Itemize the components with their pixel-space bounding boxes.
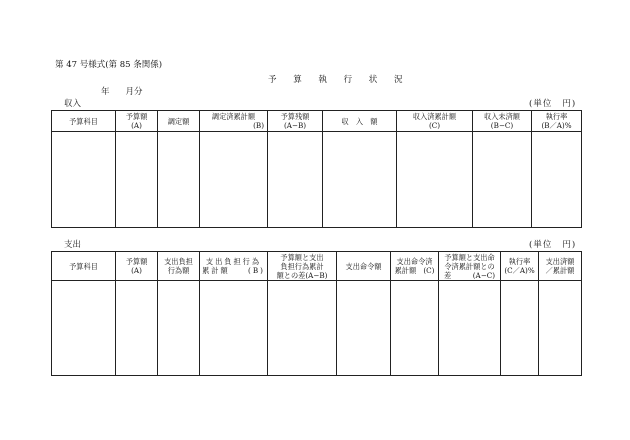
exp-header-budget-item: 予算科目	[52, 252, 116, 281]
revenue-unit-value: 円)	[562, 99, 577, 109]
revenue-unit-label: (単位	[529, 99, 553, 109]
rev-cell-budget-remaining[interactable]	[268, 132, 323, 228]
exp-header-execution-rate: 執行率 (C／A)%	[501, 252, 539, 281]
exp-cell-budget-amount[interactable]	[116, 281, 158, 376]
year-label: 年	[101, 87, 110, 97]
exp-cell-payment-order-cumulative[interactable]	[391, 281, 439, 376]
expenditure-unit	[529, 238, 576, 250]
exp-header-paid-cumulative: 支出済額 ／累計額	[539, 252, 582, 281]
expenditure-section-label: 支出	[64, 240, 82, 250]
rev-cell-budget-amount[interactable]	[116, 132, 158, 228]
rev-header-received-cumulative: 収入済累計額 (C)	[397, 111, 473, 132]
rev-header-assessed-cumulative: 調定済累計額 (B)	[200, 111, 268, 132]
exp-cell-paid-cumulative[interactable]	[539, 281, 582, 376]
rev-header-budget-remaining: 予算残額 (A−B)	[268, 111, 323, 132]
exp-cell-commitment[interactable]	[158, 281, 200, 376]
exp-header-budget-amount: 予算額 (A)	[116, 252, 158, 281]
rev-cell-execution-rate[interactable]	[532, 132, 582, 228]
rev-header-budget-item: 予算科目	[52, 111, 116, 132]
expenditure-header-row	[52, 252, 582, 281]
expenditure-unit-label: (単位	[529, 240, 553, 250]
rev-header-received: 収 入 額	[323, 111, 397, 132]
rev-cell-assessed[interactable]	[158, 132, 200, 228]
rev-cell-budget-item[interactable]	[52, 132, 116, 228]
document-title: 予 算 執 行 状 況	[268, 75, 410, 85]
revenue-unit	[529, 97, 576, 109]
exp-header-commitment: 支出負担 行為額	[158, 252, 200, 281]
exp-header-budget-commitment-diff: 予算額と支出 負担行為累計 額との差(A−B)	[268, 252, 337, 281]
month-label: 月分	[125, 87, 143, 97]
rev-cell-received[interactable]	[323, 132, 397, 228]
rev-header-budget-amount: 予算額 (A)	[116, 111, 158, 132]
exp-cell-payment-order[interactable]	[337, 281, 391, 376]
exp-header-payment-order-cumulative: 支出命令済 累計額 (C)	[391, 252, 439, 281]
exp-header-payment-order: 支出命令額	[337, 252, 391, 281]
rev-header-assessed: 調定額	[158, 111, 200, 132]
exp-cell-commitment-cumulative[interactable]	[200, 281, 268, 376]
rev-header-unreceived: 収入未済額 (B−C)	[473, 111, 532, 132]
exp-header-commitment-cumulative: 支出負担行為 累計額 (B)	[200, 252, 268, 281]
rev-cell-received-cumulative[interactable]	[397, 132, 473, 228]
revenue-table	[51, 110, 582, 228]
exp-cell-budget-commitment-diff[interactable]	[268, 281, 337, 376]
expenditure-body-row	[52, 281, 582, 376]
exp-header-budget-order-diff: 予算額と支出命 令済累計額との 差 (A−C)	[439, 252, 501, 281]
rev-header-execution-rate: 執行率 (B／A)%	[532, 111, 582, 132]
exp-cell-execution-rate[interactable]	[501, 281, 539, 376]
expenditure-unit-value: 円)	[562, 240, 577, 250]
exp-cell-budget-item[interactable]	[52, 281, 116, 376]
revenue-section-label: 収入	[64, 99, 82, 109]
expenditure-table	[51, 251, 582, 376]
revenue-header-row	[52, 111, 582, 132]
rev-cell-unreceived[interactable]	[473, 132, 532, 228]
exp-cell-budget-order-diff[interactable]	[439, 281, 501, 376]
rev-cell-assessed-cumulative[interactable]	[200, 132, 268, 228]
year-month-line	[101, 85, 143, 97]
revenue-body-row	[52, 132, 582, 228]
form-number: 第 47 号様式(第 85 条関係)	[55, 60, 163, 70]
